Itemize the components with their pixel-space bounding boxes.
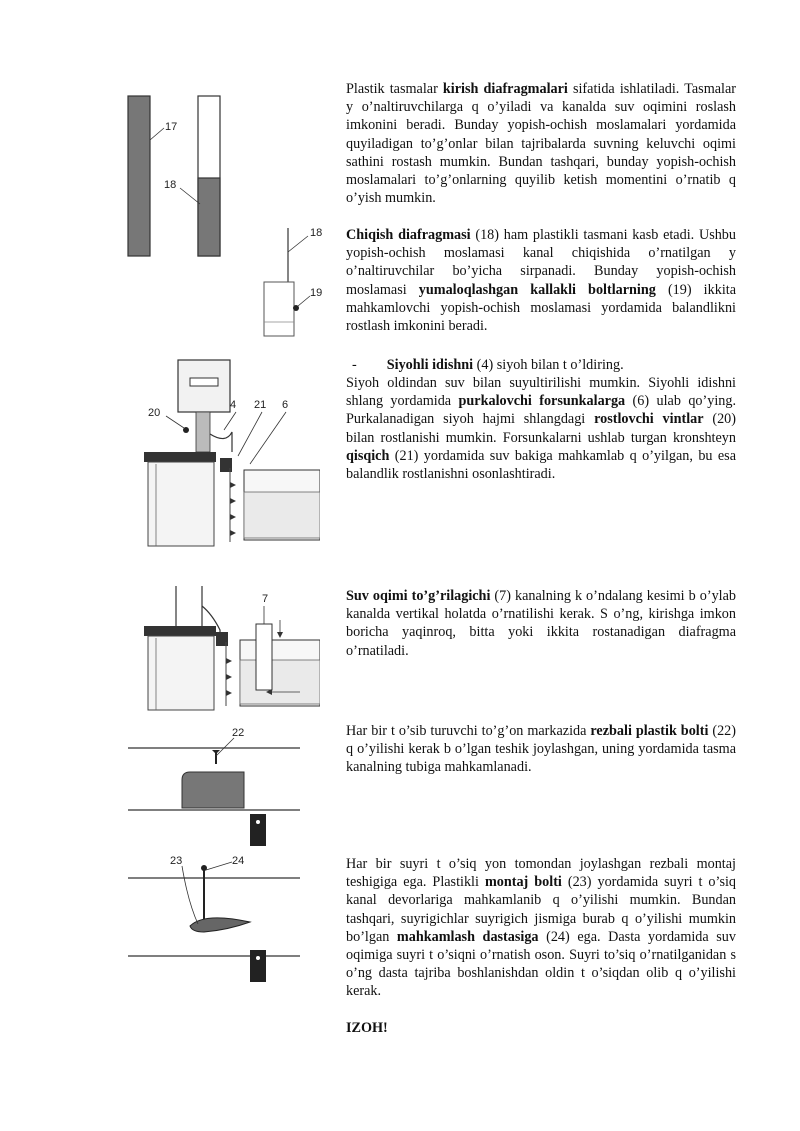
label-24: 24: [232, 855, 245, 867]
figure-flow-straightener: [140, 582, 320, 712]
label-18-outlet: 18: [310, 227, 323, 239]
label-17: 17: [165, 121, 178, 133]
paragraph-weir-bolt: Har bir t o’sib turuvchi to’g’on markazida rezbali plastik bolti (22) q o’yilishi kerak b o’lgan teshik joylashgan, uning yordamida tasma kanalning tubiga mahkamlanadi.: [346, 723, 736, 776]
label-23: 23: [170, 855, 183, 867]
paragraph-flow-straightener: Suv oqimi to’g’rilagichi (7) kanalning k o’ndalang kesimi b o’ylab kanalda vertikal holatda o’rnatilishi kerak. S o’ng, kirishga imkon boricha yaqinroq, bitta yoki ikkita rostanadigan diafragma o’rnatiladi.: [346, 588, 736, 659]
note-heading: IZOH!: [346, 1020, 388, 1036]
paragraph-dye-vessel-heading: - Siyohli idishni (4) siyoh bilan t o’ldiring.: [352, 357, 624, 373]
label-6: 6: [282, 399, 289, 411]
figure-dye-reservoir: [140, 352, 320, 548]
figure-weir-bolt: [128, 722, 300, 850]
paragraph-inlet-diaphragms: Plastik tasmalar kirish diafragmalari sifatida ishlatiladi. Tasmalar y o’naltiruvchilarga q o’yiladi va kanalda suv oqimini roslash imkonini beradi. Bunday yopish-ochish moslamalari yordamida quyiladigan to’g’onlar bilan tajribalarda suvning keluvchi oqimi sathini rostash mumkin. Bundan tashqari, bunday yopish-ochish moslamalari to’g’onlarning quyilib ketish momentini o’rnatib q o’yish mumkin.: [346, 81, 736, 207]
paragraph-dye-injection: Siyoh oldindan suv bilan suyultirilishi mumkin. Siyohli idishni shlang yordamida purkalovchi forsunkalarga (6) ulab qo’ying. Purkalanadigan siyoh hajmi shlangdagi rostlovchi vintlar (20) bilan rostlanishi mumkin. Forsunkalarni ushlab turgan kronshteyn qisqich (21) yordamida suv bakiga mahkamlab q o’yilgan, bu esa balandlik rostlanishni osonlashtiradi.: [346, 375, 736, 483]
figure-diaphragm-strips: [120, 92, 230, 262]
label-7: 7: [262, 593, 269, 605]
label-22: 22: [232, 727, 245, 739]
figure-outlet-gate: [256, 222, 336, 342]
figure-streamlined-obstacle: [128, 852, 300, 982]
paragraph-outlet-diaphragm: Chiqish diafragmasi (18) ham plastikli tasmani kasb etadi. Ushbu yopish-ochish moslamasi kanal chiqishida o’rnatilgan y o’naltiruvchilar bo’yicha sirpanadi. Bunday yopish-ochish moslamasi yumaloqlashgan kallakli boltlarning (19) ikkita mahkamlovchi yopish-ochish moslamasi yordamida balandlikni rostlash imkonini beradi.: [346, 227, 736, 335]
label-19: 19: [310, 287, 323, 299]
label-4: 4: [230, 399, 237, 411]
label-21: 21: [254, 399, 267, 411]
label-20: 20: [148, 407, 161, 419]
paragraph-obstacle-mounting: Har bir suyri t o’siq yon tomondan joylashgan rezbali montaj teshigiga ega. Plastikli montaj bolti (23) yordamida suyri t o’siq kanal devorlariga mahkamlanib q o’yilishi mumkin. Bundan tashqari, suyrigichlar suyrigich jismiga burab q o’yilishi mumkin bo’lgan mahkamlash dastasiga (24) ega. Dasta yordamida suv oqimiga suyri t o’siqni o’rnatish oson. Suyri to’siq o’rnatilganidan s o’ng dasta tajriba boshlanishdan oldin t o’siqdan olib q o’yilishi kerak.: [346, 856, 737, 1000]
label-18: 18: [164, 179, 177, 191]
